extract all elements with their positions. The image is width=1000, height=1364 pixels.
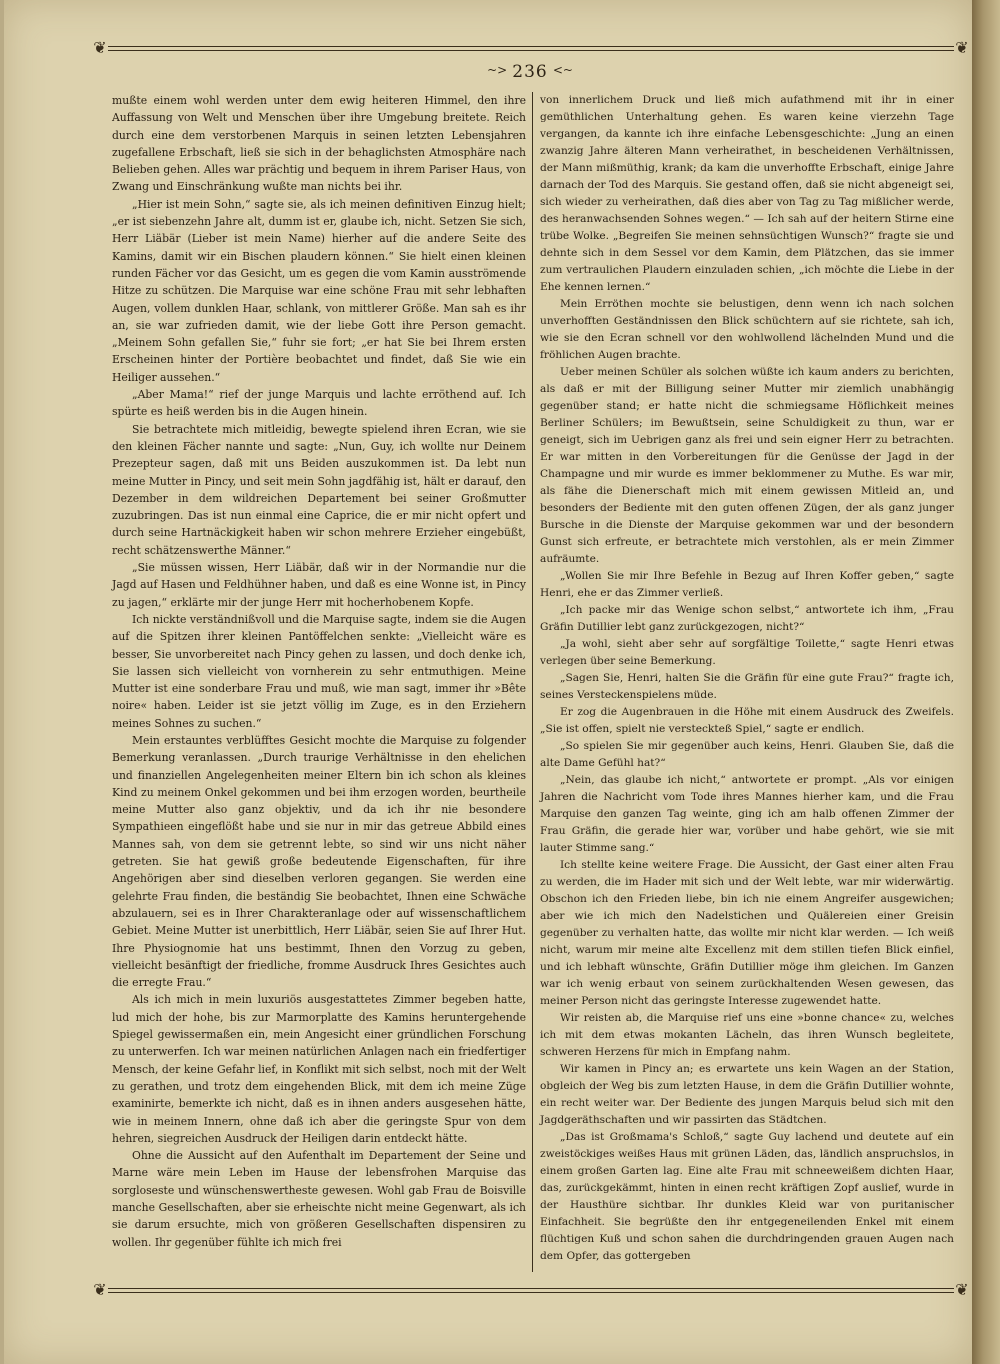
paragraph: Sie betrachtete mich mitleidig, bewegte spielend ihren Ecran, wie sie den kleinen Fächer nannte und sagte: „Nun, Guy, ich wollte nur Deinem Prezepteur sagen, daß mit uns Beiden auszukommen ist. Da lebt nun meine Mutter in Pincy, und seit mein Sohn jagdfähig ist, hält er darauf, den Dezember in dem wildreichen Departement bei seiner Großmutter zuzubringen. Das ist nun einmal eine Caprice, die er mir nicht opfert und durch seine Hartnäckigkeit haben wir schon mehrere Erzieher eingebüßt, recht schätzenswerthe Männer.“ bbox=[112, 422, 526, 557]
paragraph: „Hier ist mein Sohn,“ sagte sie, als ich meinen definitiven Einzug hielt; „er ist siebenzehn Jahre alt, dumm ist er, glaube ich, nicht. Setzen Sie sich, Herr Liäbär (Lieber ist mein Name) hierher auf die andere Seite des Kamins, damit wir ein Bischen plaudern können.“ Sie hielt einen kleinen runden Fächer vor das Gesicht, um es gegen die vom Kamin ausströmende Hitze zu schützen. Die Marquise war eine schöne Frau mit sehr lebhaften Augen, vollem dunklen Haar, schlank, von mittlerer Größe. Man sah es ihr an, sie war zufrieden damit, wie der liebe Gott ihre Person gemacht. „Meinem Sohn gefallen Sie,“ fuhr sie fort; „er hat Sie bei Ihrem ersten Erscheinen hinter der Portière beobachtet und findet, daß Sie wie ein Heiliger aussehen.“ bbox=[112, 197, 526, 384]
footer-rule-bottom bbox=[108, 1292, 954, 1293]
paragraph: Als ich mich in mein luxuriös ausgestattetes Zimmer begeben hatte, lud mich der hohe, bis zur Marmorplatte des Kamins heruntergehende Spiegel gewissermaßen ein, mein Angesicht einer gründlichen Forschung zu unterwerfen. Ich war meinen natürlichen Anlagen nach ein friedfertiger Mensch, der keine Gefahr lief, in Konflikt mit sich selbst, noch mit der Welt zu gerathen, und trotz dem eingehenden Blick, mit dem ich meine Züge examinirte, bemerkte ich nicht, daß es in ihnen anders ausgesehen hätte, wie in meinem Innern, ohne daß ich aber die geringste Spur von dem hehren, siegreichen Ausdruck der Heiligen darin entdeckt hätte. bbox=[112, 993, 526, 1145]
paragraph: „Aber Mama!“ rief der junge Marquis und lachte erröthend auf. Ich spürte es heiß werden bis in die Augen hinein. bbox=[112, 388, 526, 419]
corner-ornament-bottom-left: ❦ bbox=[93, 1280, 107, 1299]
paragraph: „Wollen Sie mir Ihre Befehle in Bezug auf Ihren Koffer geben,“ sagte Henri, ehe er das Zimmer verließ. bbox=[540, 570, 954, 599]
paragraph: Ueber meinen Schüler als solchen wüßte ich kaum anders zu berichten, als daß er mit der Billigung seiner Mutter mir ziemlich unabhängig gegenüber stand; er hatte nicht die schmiegsame Höflichkeit meines Berliner Schülers; im Bewußtsein, seine Schuldigkeit zu thun, war er geneigt, sich im Uebrigen ganz als frei und sein eigner Herr zu betrachten. Er war mitten in den Vorbereitungen für die Genüsse der Jagd in der Champagne und mir wurde es immer beklommener zu Muthe. Es war mir, als fähe die Dienerschaft mich mit einem gewissen Mitleid an, und besonders der Bediente mit den guten offenen Zügen, der als ganz junger Bursche in die Dienste der Marquise gekommen war und der besondern Gunst sich erfreute, er betrachtete mich verstohlen, als er mein Zimmer aufräumte. bbox=[540, 366, 954, 565]
paragraph: „Sie müssen wissen, Herr Liäbär, daß wir in der Normandie nur die Jagd auf Hasen und Feldhühner haben, und daß es eine Wonne ist, in Pincy zu jagen,“ erklärte mir der junge Herr mit hocherhobenem Kopfe. bbox=[112, 561, 526, 609]
page-number: 236 bbox=[512, 62, 548, 82]
footer-rule-top bbox=[108, 1288, 954, 1289]
column-divider bbox=[532, 92, 533, 1272]
paragraph: „Nein, das glaube ich nicht,“ antwortete er prompt. „Als vor einigen Jahren die Nachricht vom Tode ihres Mannes hierher kam, und die Frau Marquise den ganzen Tag weinte, ging ich am halb offenen Zimmer der Frau Gräfin, die gerade hier war, vorüber und habe gehört, wie sie mit lauter Stimme sang.“ bbox=[540, 774, 954, 854]
paragraph: Wir kamen in Pincy an; es erwartete uns kein Wagen an der Station, obgleich der Weg bis zum letzten Hause, in dem die Gräfin Dutillier wohnte, ein recht weiter war. Der Bediente des jungen Marquis belud sich mit den Jagdgeräthschaften und wir passirten das Städtchen. bbox=[540, 1063, 954, 1126]
paragraph: „Sagen Sie, Henri, halten Sie die Gräfin für eine gute Frau?“ fragte ich, seines Versteckenspielens müde. bbox=[540, 672, 954, 701]
paragraph: Ohne die Aussicht auf den Aufenthalt im Departement der Seine und Marne wäre mein Leben im Hause der lebensfrohen Marquise das sorgloseste und wünschenswertheste gewesen. Wohl gab Frau de Boisville manche Gesellschaften, aber sie erheischte nicht meine Gegenwart, als ich sie darum ersuchte, mich von größeren Gesellschaften dispensiren zu wollen. Ihr gegenüber fühlte ich mich frei bbox=[112, 1149, 526, 1249]
paragraph: mußte einem wohl werden unter dem ewig heiteren Himmel, den ihre Auffassung von Welt und Menschen über ihre Umgebung breitete. Reich durch eine dem verstorbenen Marquis in seinen letzten Lebensjahren zugefallene Erbschaft, ließ sie sich in der behaglichsten Atmosphäre nach Belieben gehen. Alles war prächtig und bequem in ihrem Pariser Haus, von Zwang und Einschränkung wußte man nichts bei ihr. bbox=[112, 94, 526, 194]
paragraph: von innerlichem Druck und ließ mich aufathmend mit ihr in einer gemüthlichen Unterhaltung gehen. Es waren keine vierzehn Tage vergangen, da kannte ich ihre einfache Lebensgeschichte: „Jung an einen zwanzig Jahre älteren Mann verheirathet, in bescheidenen Verhältnissen, der Mann mißmüthig, krank; da kam die unverhoffte Erbschaft, einige Jahre darnach der Tod des Marquis. Sie gestand offen, daß sie nicht abgeneigt sei, sich wieder zu verheirathen, daß dies aber von Tag zu Tag mißlicher werde, des heranwachsenden Sohnes wegen.“ — Ich sah auf der heitern Stirne eine trübe Wolke. „Begreifen Sie meinen sehnsüchtigen Wunsch?“ fragte sie und dehnte sich in dem Sessel vor dem Kamin, dem Plätzchen, das sie immer zum vertraulichen Plaudern einzuladen schien, „ich möchte die Liebe in der Ehe kennen lernen.“ bbox=[540, 94, 954, 293]
paragraph: Er zog die Augenbrauen in die Höhe mit einem Ausdruck des Zweifels. „Sie ist offen, spielt nie versteckteß Spiel,“ sagte er endlich. bbox=[540, 706, 954, 735]
text-column-left bbox=[112, 92, 526, 1251]
corner-ornament-top-left: ❦ bbox=[93, 38, 107, 57]
paragraph: „So spielen Sie mir gegenüber auch keins, Henri. Glauben Sie, daß die alte Dame Gefühl hat?“ bbox=[540, 740, 954, 769]
header-rule-bottom bbox=[108, 50, 954, 51]
header-rule-top bbox=[108, 46, 954, 47]
paragraph: Ich stellte keine weitere Frage. Die Aussicht, der Gast einer alten Frau zu werden, die im Hader mit sich und der Welt lebte, war mir widerwärtig. Obschon ich den Frieden liebe, bin ich nie einem Angreifer ausgewichen; aber wie ich mich den Nadelstichen und Quälereien einer Greisin gegenüber zu verhalten hatte, das wollte mir nicht klar werden. — Ich weiß nicht, warum mir meine alte Excellenz mit dem stillen tiefen Blick einfiel, und ich lebhaft wünschte, Gräfin Dutillier möge ihm gleichen. Im Ganzen war ich wenig erbaut von seinem zurückhaltenden Wesen gewesen, das meiner Person nicht das geringste Interesse zugewendet hatte. bbox=[540, 859, 954, 1007]
paragraph: „Ja wohl, sieht aber sehr auf sorgfältige Toilette,“ sagte Henri etwas verlegen über seine Bemerkung. bbox=[540, 638, 954, 667]
text-column-right bbox=[540, 92, 954, 1265]
paragraph: Mein Erröthen mochte sie belustigen, denn wenn ich nach solchen unverhofften Geständnissen den Blick schüchtern auf sie richtete, sah ich, wie sie den Ecran schnell vor den wohlwollend lächelnden Mund und die fröhlichen Augen brachte. bbox=[540, 298, 954, 361]
book-spine bbox=[972, 0, 1000, 1364]
paragraph: „Das ist Großmama's Schloß,“ sagte Guy lachend und deutete auf ein zweistöckiges weißes Haus mit grünen Läden, das, ländlich anspruchslos, in einem großen Garten lag. Eine alte Frau mit schneeweißem dichten Haar, das, zurückgekämmt, hinten in einen recht kräftigen Zopf auslief, wurde in der Hausthüre sichtbar. Ihr dunkles Kleid war von puritanischer Einfachheit. Sie begrüßte den ihr entgegeneilenden Enkel mit einem flüchtigen Kuß und schon sahen die durchdringenden grauen Augen nach dem Opfer, das gottergeben bbox=[540, 1131, 954, 1262]
paragraph: Wir reisten ab, die Marquise rief uns eine »bonne chance« zu, welches ich mit dem etwas mokanten Lächeln, das ihren Wunsch begleitete, schweren Herzens für mich in Empfang nahm. bbox=[540, 1012, 954, 1058]
paragraph: „Ich packe mir das Wenige schon selbst,“ antwortete ich ihm, „Frau Gräfin Dutillier lebt ganz zurückgezogen, nicht?“ bbox=[540, 604, 954, 633]
page-number-block bbox=[470, 62, 590, 82]
corner-ornament-bottom-right: ❦ bbox=[955, 1280, 969, 1299]
paragraph: Ich nickte verständnißvoll und die Marquise sagte, indem sie die Augen auf die Spitzen ihrer kleinen Pantöffelchen senkte: „Vielleicht wäre es besser, Sie unvorbereitet nach Pincy gehen zu lassen, und doch denke ich, Sie lassen sich vielleicht von vornherein zu sehr entmuthigen. Meine Mutter ist eine sonderbare Frau und muß, wie man sagt, immer ihr »Bête noire« haben. Leider ist sie jetzt völlig im Zuge, es in den Erziehern meines Sohnes zu suchen.“ bbox=[112, 612, 526, 730]
folio-ornament-right-icon: <~ bbox=[552, 63, 573, 77]
paragraph: Mein erstauntes verblüfftes Gesicht mochte die Marquise zu folgender Bemerkung veranlassen. „Durch traurige Verhältnisse in den ehelichen und finanziellen Angelegenheiten meiner Eltern bin ich schon als kleines Kind zu meinem Onkel gekommen und bei ihm erzogen worden, beurtheile meine Mutter also ganz objektiv, und da ich ihr nie besondere Sympathieen eingeflößt habe und sie nur in mir das getreue Abbild eines Mannes sah, von dem sie getrennt lebte, so sind wir uns nicht näher getreten. Sie hat gewiß große bedeutende Eigenschaften, für ihre Angehörigen aber sind dieselben verloren gegangen. Sie werden eine gelehrte Frau finden, die beständig Sie beobachtet, Ihnen eine Schwäche abzulauern, sei es in Ihrer Charakteranlage oder auf wissenschaftlichem Gebiet. Meine Mutter ist unerbittlich, Herr Liäbär, seien Sie auf Ihrer Hut. Ihre Physiognomie hat uns bestimmt, Ihnen den Vorzug zu geben, vielleicht besänftigt der friedliche, fromme Ausdruck Ihres Gesichtes auch die erregte Frau.“ bbox=[112, 733, 526, 990]
folio-ornament-left-icon: ~> bbox=[487, 63, 508, 77]
corner-ornament-top-right: ❦ bbox=[955, 38, 969, 57]
